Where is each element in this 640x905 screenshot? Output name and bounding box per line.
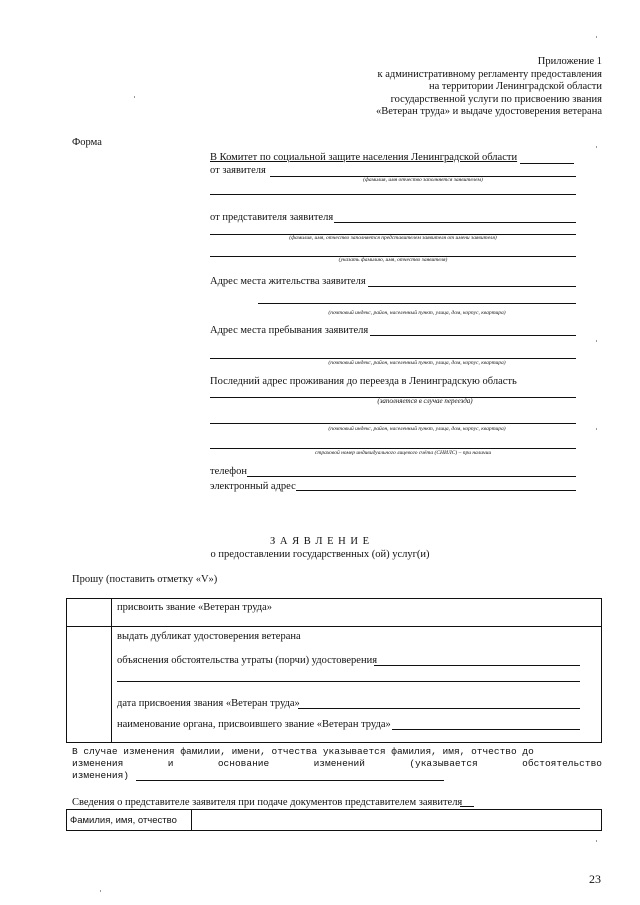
awarding-body-label: наименование органа, присвоившего звание «Ветеран труда» [117,719,391,730]
header-line-5: «Ветеран труда» и выдаче удостоверения ветерана [376,106,602,117]
name-change-word-5: (указывается [409,758,478,769]
header-line-1: Приложение 1 [537,56,602,67]
recipient-line: В Комитет по социальной защите населения Ленинградской области [210,152,518,163]
page-number: 23 [589,872,601,886]
representative-heading: Сведения о представителе заявителя при подаче документов представителем заявителя [72,797,463,808]
option-checkbox-assign-title[interactable] [70,602,108,624]
representative-fio-field[interactable] [192,811,600,829]
last-address-field-2[interactable] [210,423,576,424]
scan-speck [596,840,597,842]
stay-address-field-2[interactable] [210,358,576,359]
scan-speck [596,146,597,148]
name-change-word-3: основание [217,758,270,769]
loss-reason-field-2[interactable] [117,681,580,682]
email-field[interactable] [296,490,576,491]
name-change-word-4: изменений [313,758,365,769]
scan-speck [596,428,597,430]
caption-postal-2: (почтовый индекс, район, населенный пункт, улица, дом, корпус, квартира) [328,360,506,366]
caption-snils: страховой номер индивидуального лицевого счёта (СНИЛС) – при наличии [314,450,492,456]
name-change-word-2: и [167,758,174,769]
name-change-line-1: В случае изменения фамилии, имени, отчества указывается фамилия, имя, отчество до [72,746,534,757]
award-date-label: дата присвоения звания «Ветеран труда» [117,698,300,709]
name-change-line-3: изменения) [72,770,130,781]
scan-speck [596,340,597,342]
residence-address-label: Адрес места жительства заявителя [210,276,366,287]
options-table-divider [111,599,112,742]
phone-field[interactable] [247,476,576,477]
loss-reason-label: объяснения обстоятельства утраты (порчи) удостоверения [117,655,378,666]
from-applicant-label: от заявителя [210,165,266,176]
caption-if-moved: (заполняется в случае переезда) [377,397,473,405]
stay-address-field[interactable] [370,335,576,336]
residence-address-field-2[interactable] [258,303,576,304]
option-assign-title: присвоить звание «Ветеран труда» [117,602,273,613]
phone-label: телефон [210,466,247,477]
name-change-word-6: обстоятельство [522,758,602,769]
last-address-label: Последний адрес проживания до переезда в Ленинградскую область [210,376,517,387]
caption-postal-1: (почтовый индекс, район, населенный пункт, улица, дом, корпус, квартира) [328,310,506,316]
caption-postal-3: (почтовый индекс, район, населенный пункт, улица, дом, корпус, квартира) [328,426,506,432]
options-table-row-divider [67,626,601,627]
statement-subtitle: о предоставлении государственных (ой) услуг(и) [210,549,430,560]
caption-fio-representative: (фамилия, имя, отчество заполняется представителем заявителя от имени заявителя) [289,235,497,241]
option-duplicate-title: выдать дубликат удостоверения ветерана [117,631,301,642]
name-change-line-2 [72,758,602,770]
option-checkbox-duplicate[interactable] [70,630,108,738]
snils-field[interactable] [210,448,576,449]
applicant-name-field-2[interactable] [210,194,576,195]
loss-reason-field[interactable] [374,665,580,666]
representative-heading-blank [460,806,474,807]
scan-speck [134,96,135,98]
caption-fio-applicant: (фамилия, имя отчество заполняется заявителем) [363,177,483,183]
form-label: Форма [72,137,102,148]
representative-name-field[interactable] [334,222,576,223]
header-line-2: к административному регламенту предоставления [377,68,602,80]
statement-title: З А Я В Л Е Н И Е [270,536,370,547]
representative-fio-label: Фамилия, имя, отчество [70,815,177,826]
header-line-3: на территории Ленинградской области [428,81,602,92]
caption-specify-fio: (указать фамилию, имя, отчество заявителя) [338,257,448,263]
residence-address-field[interactable] [368,286,576,287]
stay-address-label: Адрес места пребывания заявителя [210,325,369,336]
from-representative-label: от представителя заявителя [210,212,334,223]
name-change-word-1: изменения [72,758,124,769]
header-line-4: государственной услуги по присвоению звания [390,93,602,105]
name-change-field[interactable] [136,780,444,781]
recipient-blank[interactable] [520,163,574,164]
request-label: Прошу (поставить отметку «V») [72,574,218,585]
scan-speck [100,890,101,892]
appendix-header [282,56,602,119]
scan-speck [596,36,597,38]
award-date-field[interactable] [298,708,580,709]
awarding-body-field[interactable] [392,729,580,730]
email-label: электронный адрес [210,481,296,492]
